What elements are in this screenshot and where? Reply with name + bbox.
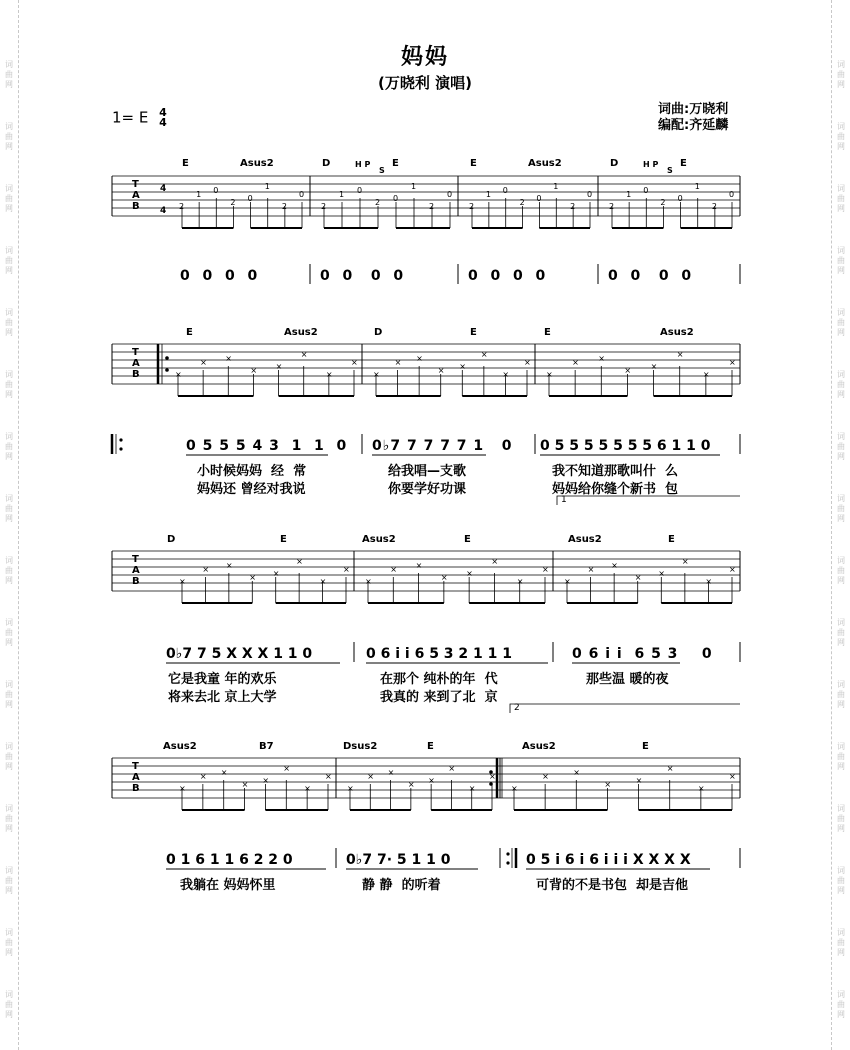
- tab-fret-mark: ×: [598, 354, 605, 363]
- repeat-dot: [165, 368, 169, 372]
- watermark-text: 词 曲 网: [5, 308, 13, 337]
- tab-fret-mark: ×: [729, 565, 736, 574]
- volta-ending-2: 2: [514, 703, 520, 713]
- tab-fret-mark: ×: [300, 350, 308, 359]
- chord-label: Asus2: [240, 158, 274, 169]
- tab-fret-mark: 2: [429, 202, 435, 211]
- tab-fret-mark: ×: [480, 350, 488, 359]
- chord-label: E: [427, 741, 434, 752]
- watermark-text: 词 曲 网: [5, 866, 13, 895]
- tab-fret-mark: 1: [339, 190, 345, 199]
- watermark-text: 词 曲 网: [837, 680, 845, 709]
- watermark-text: 词 曲 网: [5, 990, 13, 1019]
- tab-fret-mark: ×: [202, 565, 210, 574]
- tab-fret-mark: 0: [247, 194, 253, 203]
- tab-time-signature: 4: [160, 184, 167, 194]
- tab-letter: A: [132, 190, 140, 201]
- chord-label: E: [470, 158, 477, 169]
- watermark-text: 词 曲 网: [5, 60, 13, 89]
- lyrics-music-credit: 词曲:万晓利: [658, 102, 729, 117]
- tab-letter: A: [132, 565, 140, 576]
- tab-fret-mark: ×: [175, 370, 182, 379]
- tab-letter: B: [132, 576, 140, 587]
- watermark-text: 词 曲 网: [837, 556, 845, 585]
- chord-label: E: [186, 327, 193, 338]
- technique-label: S: [667, 166, 673, 175]
- chord-label: E: [182, 158, 189, 169]
- tab-letter: B: [132, 201, 140, 212]
- tab-fret-mark: ×: [440, 573, 448, 582]
- tab-fret-mark: ×: [468, 784, 476, 793]
- tab-fret-mark: ×: [524, 358, 531, 367]
- watermark-text: 词 曲 网: [5, 804, 13, 833]
- lyric-line-1: 那些温 暖的夜: [586, 672, 669, 687]
- tab-fret-mark: 2: [321, 202, 327, 211]
- tab-fret-mark: 0: [357, 186, 363, 195]
- chord-label: Asus2: [284, 327, 318, 338]
- notation-measure: 0♭7 7 5 X X X 1 1 0: [166, 646, 313, 662]
- lyric-line-2: 将来去北 京上大学: [168, 690, 277, 705]
- tab-fret-mark: 0: [393, 194, 399, 203]
- tab-letter: B: [132, 783, 140, 794]
- tab-fret-mark: 2: [570, 202, 576, 211]
- tab-fret-mark: ×: [390, 565, 397, 574]
- chord-label: E: [470, 327, 477, 338]
- notation-measure: 0 5 5 5 5 5 5 5 6 1 1 0: [540, 438, 711, 454]
- notation-measure: 0 6 i i 6 5 3 2 1 1 1: [366, 646, 513, 662]
- watermark-text: 词 曲 网: [837, 928, 845, 957]
- time-signature-bottom: 4: [159, 116, 167, 129]
- notation-repeat-dot: [119, 447, 122, 450]
- watermark-text: 词 曲 网: [837, 742, 845, 771]
- lyric-line-2: 我真的 来到了北 京: [380, 690, 498, 705]
- tab-fret-mark: 0: [447, 190, 453, 199]
- tab-fret-mark: ×: [351, 358, 358, 367]
- chord-label: E: [642, 741, 649, 752]
- notation-repeat-dot: [119, 438, 122, 441]
- tab-fret-mark: ×: [587, 565, 595, 574]
- watermark-text: 词 曲 网: [837, 122, 845, 151]
- tab-fret-mark: 1: [626, 190, 632, 199]
- tab-fret-mark: ×: [387, 768, 395, 777]
- tab-fret-mark: 2: [179, 202, 185, 211]
- tab-fret-mark: 1: [553, 182, 559, 191]
- watermark-text: 词 曲 网: [5, 184, 13, 213]
- tab-fret-mark: ×: [542, 772, 549, 781]
- tab-fret-mark: ×: [275, 362, 283, 371]
- tab-letter: T: [132, 554, 139, 565]
- tab-fret-mark: ×: [604, 780, 612, 789]
- chord-label: E: [464, 534, 471, 545]
- lyric-line-2: 妈妈还 曾经对我说: [197, 482, 306, 497]
- tab-fret-mark: ×: [564, 577, 571, 586]
- tab-fret-mark: ×: [249, 573, 256, 582]
- chord-label: Asus2: [163, 741, 197, 752]
- notation-measure: 0 1 6 1 1 6 2 2 0: [166, 852, 293, 868]
- chord-label: E: [392, 158, 399, 169]
- tab-fret-mark: ×: [250, 366, 258, 375]
- technique-label: S: [379, 166, 385, 175]
- tab-fret-mark: ×: [729, 358, 736, 367]
- tab-fret-mark: 0: [643, 186, 649, 195]
- tab-fret-mark: ×: [199, 772, 207, 781]
- lyric-line-1: 小时候妈妈 经 常: [197, 464, 307, 479]
- notation-measure: 0 5 5 5 4 3 1 1 0: [186, 438, 348, 454]
- key-label: 1= E: [112, 108, 149, 127]
- tab-fret-mark: 2: [281, 202, 287, 211]
- tab-letter: T: [132, 179, 139, 190]
- tab-fret-mark: ×: [666, 764, 674, 773]
- lyric-line-1: 我躺在 妈妈怀里: [180, 878, 276, 893]
- watermark-text: 词 曲 网: [837, 308, 845, 337]
- watermark-text: 词 曲 网: [5, 246, 13, 275]
- tab-fret-mark: ×: [516, 577, 524, 586]
- tab-letter: A: [132, 358, 140, 369]
- tab-fret-mark: 1: [411, 182, 417, 191]
- notation-measure: 0 0 0 0: [180, 268, 259, 284]
- watermark-text: 词 曲 网: [5, 494, 13, 523]
- technique-label: H P: [643, 160, 659, 169]
- tab-fret-mark: 1: [694, 182, 700, 191]
- watermark-text: 词 曲 网: [837, 494, 845, 523]
- tab-fret-mark: ×: [572, 358, 579, 367]
- chord-label: Asus2: [660, 327, 694, 338]
- technique-label: H P: [355, 160, 371, 169]
- tab-fret-mark: 0: [677, 194, 683, 203]
- time-signature-top: 4: [159, 106, 167, 119]
- tab-letter: B: [132, 369, 140, 380]
- tab-fret-mark: ×: [511, 784, 518, 793]
- tab-fret-mark: ×: [466, 569, 473, 578]
- notation-measure: 0♭7 7 7 7 7 1 0: [372, 438, 513, 454]
- chord-label: E: [280, 534, 287, 545]
- lyric-line-1: 给我唱—支歌: [388, 464, 467, 479]
- tab-letter: A: [132, 772, 140, 783]
- tab-fret-mark: ×: [491, 557, 499, 566]
- tab-fret-mark: ×: [502, 370, 510, 379]
- tab-fret-mark: 2: [660, 198, 666, 207]
- chord-label: Asus2: [362, 534, 396, 545]
- chord-label: D: [610, 158, 619, 169]
- watermark-text: 词 曲 网: [837, 432, 845, 461]
- watermark-text: 词 曲 网: [5, 618, 13, 647]
- volta-bracket: [557, 496, 740, 505]
- tab-fret-mark: ×: [437, 366, 445, 375]
- chord-label: D: [322, 158, 331, 169]
- tab-fret-mark: ×: [416, 354, 423, 363]
- watermark-text: 词 曲 网: [837, 804, 845, 833]
- chord-label: Asus2: [528, 158, 562, 169]
- tab-fret-mark: 1: [264, 182, 270, 191]
- chord-label: E: [544, 327, 551, 338]
- watermark-text: 词 曲 网: [5, 370, 13, 399]
- tab-fret-mark: ×: [179, 784, 186, 793]
- tab-fret-mark: ×: [635, 776, 643, 785]
- tab-letter: T: [132, 761, 139, 772]
- notation-measure: 0 6 i i 6 5 3 0: [572, 646, 713, 662]
- watermark-text: 词 曲 网: [837, 60, 845, 89]
- chord-label: E: [668, 534, 675, 545]
- tab-fret-mark: ×: [697, 784, 705, 793]
- tab-fret-mark: 0: [502, 186, 508, 195]
- watermark-text: 词 曲 网: [837, 990, 845, 1019]
- tab-fret-mark: ×: [200, 358, 207, 367]
- tab-fret-mark: ×: [634, 573, 642, 582]
- watermark-text: 词 曲 网: [837, 866, 845, 895]
- watermark-text: 词 曲 网: [837, 618, 845, 647]
- notation-measure: 0 0 0 0: [468, 268, 547, 284]
- watermark-text: 词 曲 网: [837, 184, 845, 213]
- tab-fret-mark: ×: [415, 561, 423, 570]
- tab-fret-mark: 2: [609, 202, 615, 211]
- notation-measure: 0 0 0 0: [608, 268, 693, 284]
- tab-fret-mark: ×: [347, 784, 354, 793]
- tab-fret-mark: ×: [448, 764, 456, 773]
- repeat-dot: [165, 356, 169, 360]
- tab-fret-mark: ×: [325, 370, 333, 379]
- tab-fret-mark: 2: [469, 202, 475, 211]
- tab-fret-mark: ×: [705, 577, 713, 586]
- song-subtitle: (万晓利 演唱): [378, 74, 472, 92]
- tab-fret-mark: ×: [225, 561, 233, 570]
- arrangement-credit: 编配:齐延麟: [658, 118, 729, 133]
- tab-fret-mark: 2: [711, 202, 717, 211]
- tab-fret-mark: ×: [262, 776, 270, 785]
- chord-label: Dsus2: [343, 741, 378, 752]
- tab-fret-mark: ×: [394, 358, 402, 367]
- tab-fret-mark: 2: [230, 198, 236, 207]
- notation-measure: 0 0 0 0: [320, 268, 405, 284]
- chord-label: Asus2: [568, 534, 602, 545]
- chord-label: E: [680, 158, 687, 169]
- lyric-line-1: 我不知道那歌叫什 么: [552, 464, 679, 479]
- chord-label: D: [374, 327, 383, 338]
- tab-fret-mark: ×: [546, 370, 553, 379]
- tab-fret-mark: ×: [459, 362, 466, 371]
- lyric-line-1: 可背的不是书包 却是吉他: [536, 878, 689, 893]
- chord-label: Asus2: [522, 741, 556, 752]
- notation-repeat-dot: [506, 852, 509, 855]
- watermark-text: 词 曲 网: [5, 680, 13, 709]
- tab-fret-mark: ×: [702, 370, 710, 379]
- tab-fret-mark: ×: [365, 577, 372, 586]
- tab-fret-mark: 2: [375, 198, 381, 207]
- lyric-line-1: 在那个 纯朴的年 代: [380, 672, 498, 687]
- tab-fret-mark: ×: [343, 565, 350, 574]
- lyric-line-1: 它是我童 年的欢乐: [168, 672, 277, 687]
- tab-fret-mark: ×: [325, 772, 332, 781]
- tab-fret-mark: ×: [428, 776, 435, 785]
- tab-fret-mark: ×: [650, 362, 658, 371]
- tab-fret-mark: ×: [283, 764, 290, 773]
- tab-fret-mark: 0: [299, 190, 305, 199]
- watermark-text: 词 曲 网: [5, 122, 13, 151]
- watermark-text: 词 曲 网: [5, 556, 13, 585]
- tab-fret-mark: ×: [681, 557, 689, 566]
- chord-label: D: [167, 534, 176, 545]
- tab-fret-mark: ×: [241, 780, 249, 789]
- watermark-text: 词 曲 网: [5, 928, 13, 957]
- tab-fret-mark: ×: [319, 577, 327, 586]
- watermark-text: 词 曲 网: [5, 432, 13, 461]
- tab-fret-mark: ×: [729, 772, 736, 781]
- tab-fret-mark: ×: [542, 565, 549, 574]
- lyric-line-2: 妈妈给你缝个新书 包: [552, 482, 679, 497]
- song-title: 妈妈: [400, 45, 449, 70]
- watermark-text: 词 曲 网: [837, 246, 845, 275]
- tab-fret-mark: ×: [225, 354, 232, 363]
- tab-fret-mark: 0: [213, 186, 219, 195]
- notation-measure: 0 5 i 6 i 6 i i i X X X X: [526, 852, 691, 868]
- tab-fret-mark: ×: [304, 784, 311, 793]
- watermark-text: 词 曲 网: [5, 742, 13, 771]
- tab-letter: T: [132, 347, 139, 358]
- chord-label: B7: [259, 741, 274, 752]
- tab-fret-mark: ×: [624, 366, 632, 375]
- tab-fret-mark: ×: [296, 557, 303, 566]
- tab-fret-mark: ×: [676, 350, 684, 359]
- tab-time-signature: 4: [160, 206, 167, 216]
- notation-measure: 0♭7 7· 5 1 1 0: [346, 852, 451, 868]
- tab-fret-mark: ×: [373, 370, 380, 379]
- lyric-line-2: 你要学好功课: [388, 482, 467, 497]
- tab-fret-mark: ×: [220, 768, 228, 777]
- tab-fret-mark: 0: [536, 194, 542, 203]
- tab-fret-mark: ×: [489, 772, 496, 781]
- lyric-line-1: 静 静 的听着: [362, 878, 441, 893]
- tab-fret-mark: ×: [611, 561, 618, 570]
- tab-fret-mark: ×: [407, 780, 415, 789]
- volta-ending-1: 1: [561, 495, 567, 505]
- tab-fret-mark: ×: [658, 569, 665, 578]
- volta-bracket: [510, 704, 740, 713]
- tab-fret-mark: 1: [485, 190, 491, 199]
- tab-fret-mark: 1: [196, 190, 202, 199]
- watermark-text: 词 曲 网: [837, 370, 845, 399]
- tab-fret-mark: ×: [272, 569, 280, 578]
- tab-fret-mark: ×: [573, 768, 580, 777]
- tab-fret-mark: ×: [179, 577, 186, 586]
- tab-fret-mark: ×: [367, 772, 374, 781]
- tab-fret-mark: 2: [519, 198, 525, 207]
- notation-repeat-dot: [506, 861, 509, 864]
- tab-fret-mark: 0: [729, 190, 735, 199]
- tab-fret-mark: 0: [587, 190, 593, 199]
